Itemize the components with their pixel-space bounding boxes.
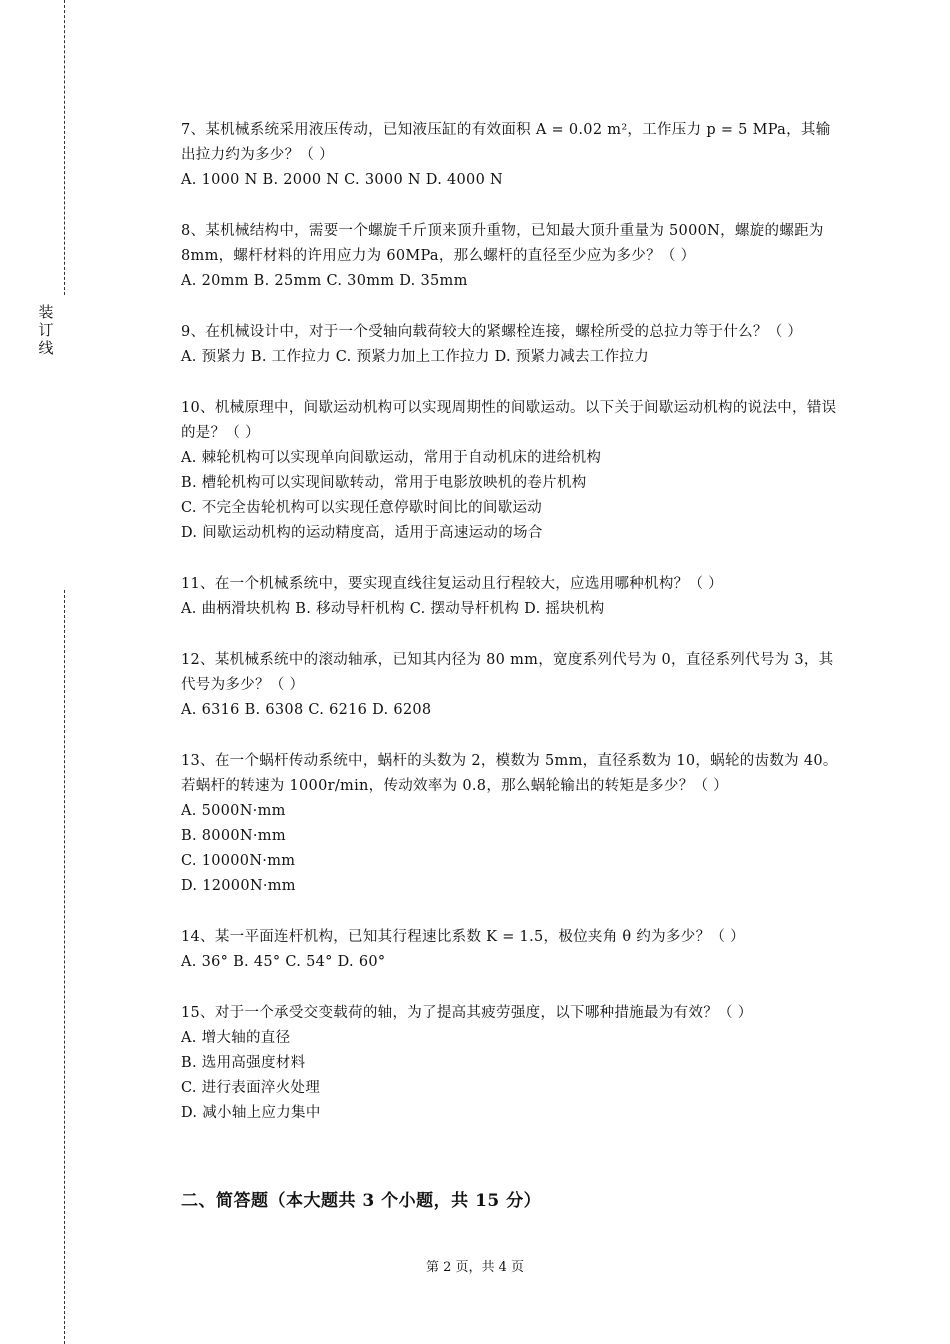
- question-options: A. 6316 B. 6308 C. 6216 D. 6208: [181, 702, 432, 718]
- option-d: D. 12000N·mm: [181, 878, 296, 894]
- question-text: 13、在一个蜗杆传动系统中，蜗杆的头数为 2，模数为 5mm，直径系数为 10，蜗轮的齿数为 40。若蜗杆的转速为 1000r/min，传动效率为 0.8，那么蜗轮输出的转矩是多少？（ ）: [181, 753, 838, 794]
- binding-label: [37, 303, 55, 357]
- option-c: C. 进行表面淬火处理: [181, 1080, 321, 1096]
- question-15: [181, 1001, 841, 1126]
- question-text: 9、在机械设计中，对于一个受轴向载荷较大的紧螺栓连接，螺栓所受的总拉力等于什么？（ ）: [181, 324, 803, 340]
- option-b: B. 槽轮机构可以实现间歇转动，常用于电影放映机的卷片机构: [181, 475, 587, 491]
- question-list: [181, 118, 841, 1152]
- option-a: A. 棘轮机构可以实现单向间歇运动，常用于自动机床的进给机构: [181, 450, 602, 466]
- question-10: [181, 396, 841, 546]
- question-options: A. 36° B. 45° C. 54° D. 60°: [181, 954, 386, 970]
- section-title: 二、简答题（本大题共 3 个小题，共 15 分）: [181, 1191, 542, 1211]
- page-footer: 第 2 页，共 4 页: [425, 1260, 525, 1275]
- option-d: D. 间歇运动机构的运动精度高，适用于高速运动的场合: [181, 525, 543, 541]
- question-text: 7、某机械系统采用液压传动，已知液压缸的有效面积 A = 0.02 m²，工作压力 p = 5 MPa，其输出拉力约为多少？（ ）: [181, 122, 831, 163]
- question-text: 12、某机械系统中的滚动轴承，已知其内径为 80 mm，宽度系列代号为 0，直径系列代号为 3，其代号为多少？（ ）: [181, 652, 834, 693]
- question-text: 15、对于一个承受交变载荷的轴，为了提高其疲劳强度，以下哪种措施最为有效？（ ）: [181, 1005, 753, 1021]
- question-13: [181, 749, 841, 899]
- option-b: B. 8000N·mm: [181, 828, 286, 844]
- question-text: 14、某一平面连杆机构，已知其行程速比系数 K = 1.5，极位夹角 θ 约为多少？（ ）: [181, 929, 745, 945]
- option-a: A. 增大轴的直径: [181, 1030, 291, 1046]
- question-8: [181, 219, 841, 294]
- option-a: A. 5000N·mm: [181, 803, 286, 819]
- binding-label-char: 线: [38, 339, 54, 357]
- question-text: 10、机械原理中，间歇运动机构可以实现周期性的间歇运动。以下关于间歇运动机构的说法中，错误的是？（ ）: [181, 400, 837, 441]
- binding-label-char: 订: [38, 321, 54, 339]
- question-9: [181, 320, 841, 370]
- binding-label-char: 装: [38, 303, 54, 321]
- option-b: B. 选用高强度材料: [181, 1055, 306, 1071]
- question-options: A. 20mm B. 25mm C. 30mm D. 35mm: [181, 273, 468, 289]
- question-7: [181, 118, 841, 193]
- question-14: [181, 925, 841, 975]
- question-options: A. 预紧力 B. 工作拉力 C. 预紧力加上工作拉力 D. 预紧力减去工作拉力: [181, 349, 650, 365]
- question-text: 11、在一个机械系统中，要实现直线往复运动且行程较大，应选用哪种机构？（ ）: [181, 576, 723, 592]
- question-text: 8、某机械结构中，需要一个螺旋千斤顶来顶升重物，已知最大顶升重量为 5000N，螺旋的螺距为 8mm，螺杆材料的许用应力为 60MPa，那么螺杆的直径至少应为多少？（ ）: [181, 223, 824, 264]
- question-options: A. 曲柄滑块机构 B. 移动导杆机构 C. 摆动导杆机构 D. 摇块机构: [181, 601, 605, 617]
- binding-line-bottom: [64, 590, 65, 1344]
- binding-line-top: [64, 0, 65, 295]
- question-11: [181, 572, 841, 622]
- option-d: D. 减小轴上应力集中: [181, 1105, 321, 1121]
- option-c: C. 10000N·mm: [181, 853, 296, 869]
- option-c: C. 不完全齿轮机构可以实现任意停歇时间比的间歇运动: [181, 500, 543, 516]
- question-12: [181, 648, 841, 723]
- question-options: A. 1000 N B. 2000 N C. 3000 N D. 4000 N: [181, 172, 504, 188]
